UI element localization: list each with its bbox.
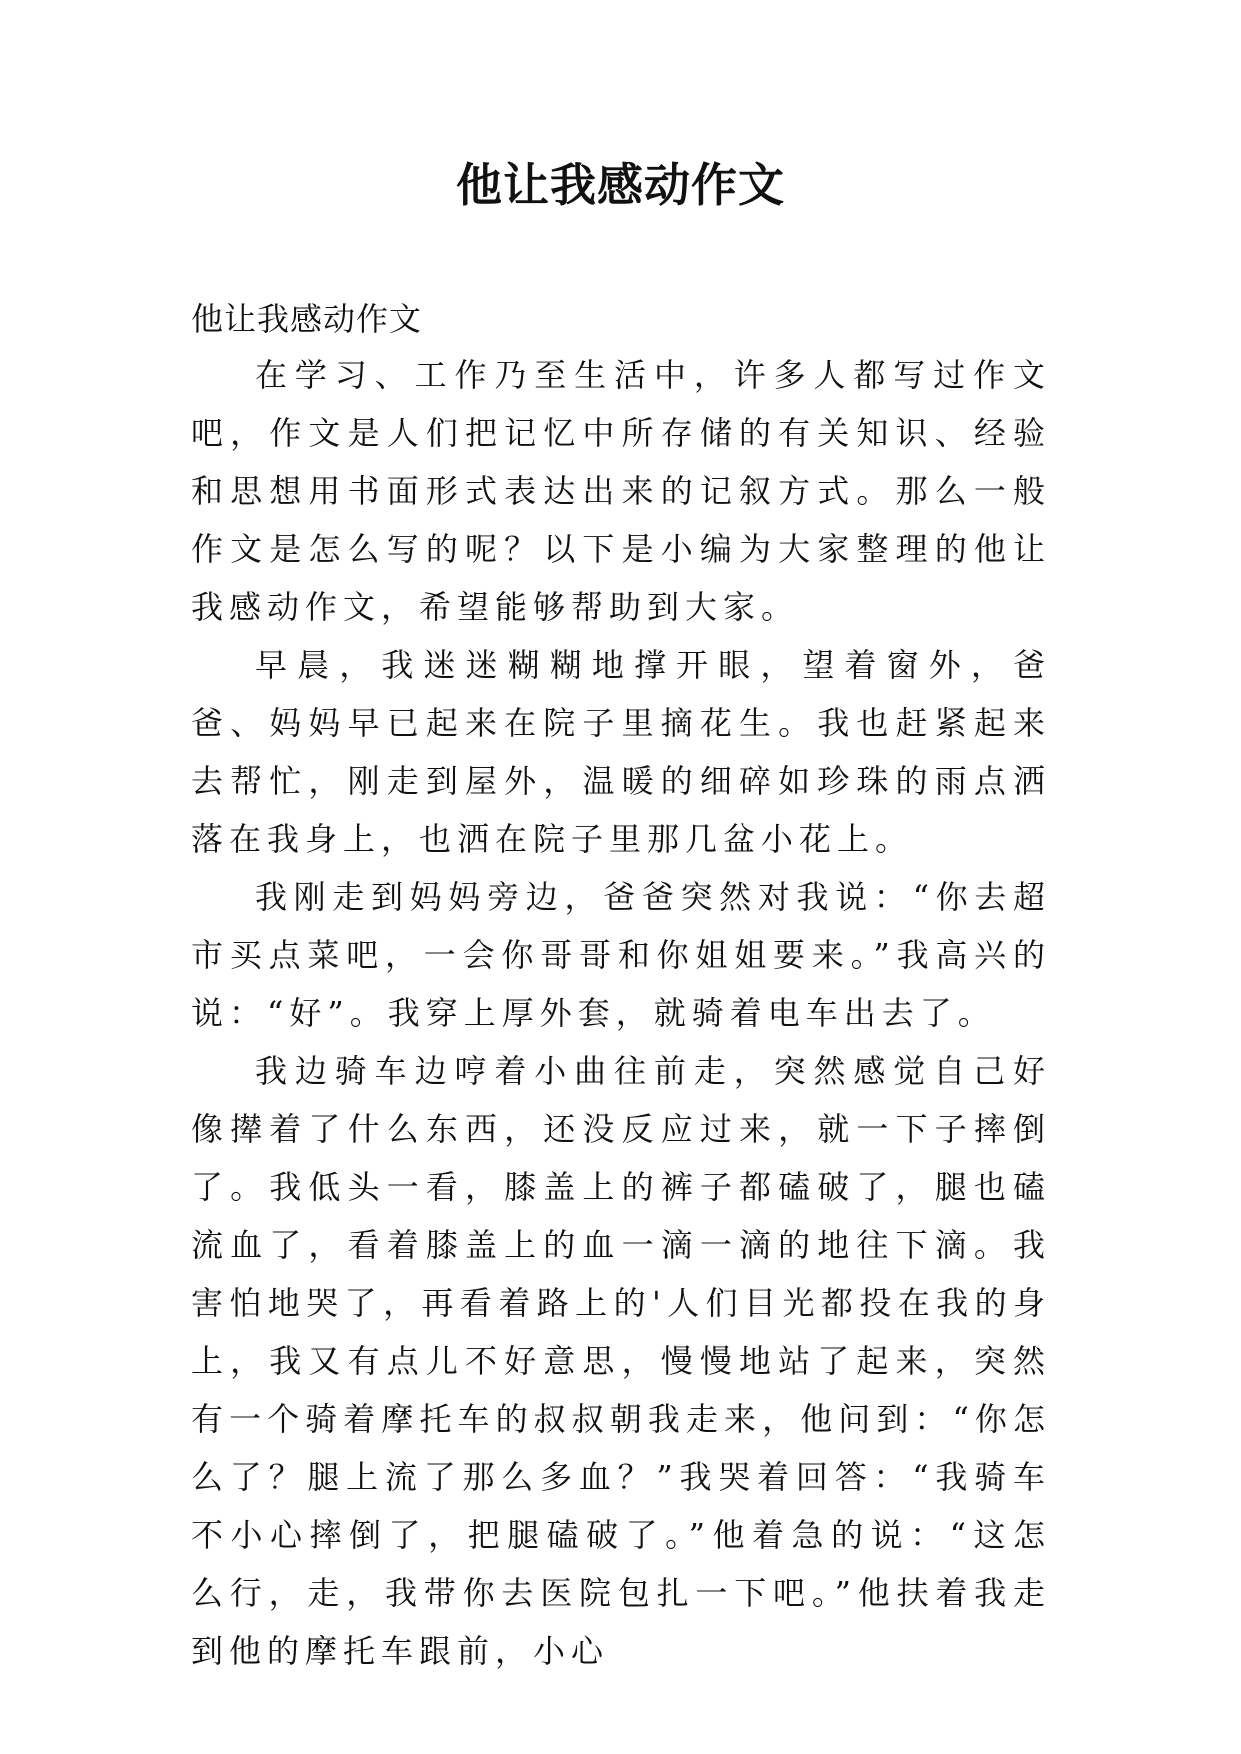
intro-section [191,346,1051,636]
story-paragraph-3: 我边骑车边哼着小曲往前走，突然感觉自己好像撵着了什么东西，还没反应过来，就一下子摔倒了。我低头一看，膝盖上的裤子都磕破了，腿也磕流血了，看着膝盖上的血一滴一滴的地往下滴。我害怕地哭了，再看着路上的'人们目光都投在我的身上，我又有点儿不好意思，慢慢地站了起来，突然有一个骑着摩托车的叔叔朝我走来，他问到：“你怎么了？腿上流了那么多血？”我哭着回答：“我骑车不小心摔倒了，把腿磕破了。”他着急的说：“这怎么行，走，我带你去医院包扎一下吧。”他扶着我走到他的摩托车跟前，小心 [191,1052,1051,1670]
intro-paragraph: 在学习、工作乃至生活中，许多人都写过作文吧，作文是人们把记忆中所存储的有关知识、经验和思想用书面形式表达出来的记叙方式。那么一般作文是怎么写的呢？以下是小编为大家整理的他让我感动作文，希望能够帮助到大家。 [191,356,1051,626]
story-section [191,636,1051,1680]
document-subtitle: 他让我感动作文 [191,300,423,338]
document-title: 他让我感动作文 [456,158,785,212]
story-paragraph-1: 早晨，我迷迷糊糊地撑开眼，望着窗外，爸爸、妈妈早已起来在院子里摘花生。我也赶紧起来去帮忙，刚走到屋外，温暖的细碎如珍珠的雨点洒落在我身上，也洒在院子里那几盆小花上。 [191,646,1051,858]
story-paragraph-2: 我刚走到妈妈旁边，爸爸突然对我说：“你去超市买点菜吧，一会你哥哥和你姐姐要来。”我高兴的说：“好”。我穿上厚外套，就骑着电车出去了。 [191,878,1051,1032]
